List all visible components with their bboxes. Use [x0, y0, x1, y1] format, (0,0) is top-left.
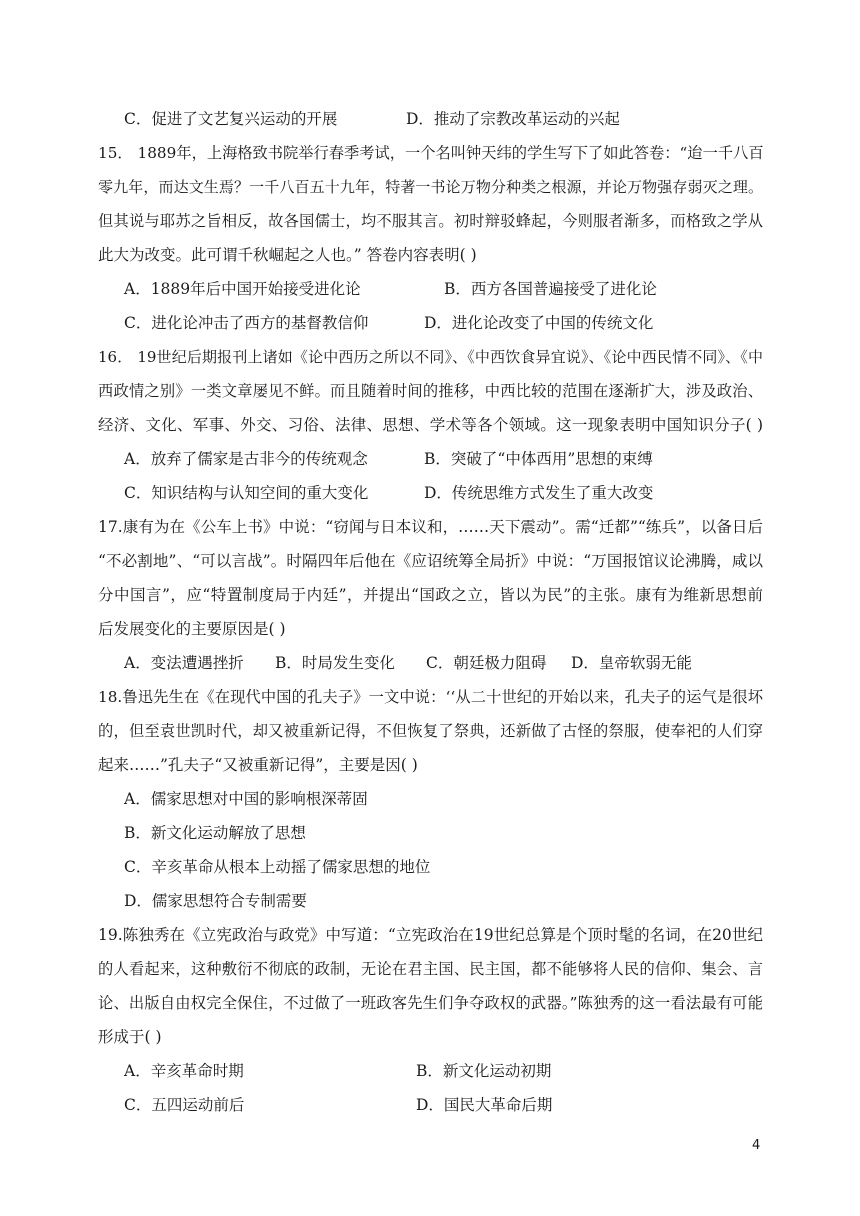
q15-option-c: C．进化论冲击了西方的基督教信仰: [124, 314, 369, 332]
q17-option-d: D．皇帝软弱无能: [571, 654, 692, 672]
q18-option-b: B．新文化运动解放了思想: [124, 824, 306, 842]
q15-stem-line-3: 但其说与耶苏之旨相反，故各国儒士，均不服其言。初时辩驳蜂起，今则服者渐多，而格致之学从: [98, 212, 763, 230]
q17-option-a: A．变法遭遇挫折: [124, 654, 244, 672]
q15-option-a: A．1889年后中国开始接受进化论: [124, 280, 361, 298]
q15-stem-line-1: 15． 1889年，上海格致书院举行春季考试，一个名叫钟天纬的学生写下了如此答卷：“迨一千八百: [98, 144, 764, 162]
q15-option-d: D．进化论改变了中国的传统文化: [424, 314, 654, 332]
q16-stem-line-2: 西政情之别》一类文章屡见不鲜。而且随着时间的推移，中西比较的范围在逐渐扩大，涉及政治、: [98, 382, 763, 400]
q17-option-b: B．时局发生变化: [275, 654, 395, 672]
q15-stem-line-4: 此大为改变。此可谓千秋崛起之人也。” 答卷内容表明( ): [98, 246, 477, 264]
q18-option-c: C．辛亥革命从根本上动摇了儒家思想的地位: [124, 858, 431, 876]
q15-option-b: B．西方各国普遍接受了进化论: [444, 280, 657, 298]
q15-stem-line-2: 零九年，而达文生焉？一千八百五十九年，特著一书论万物分种类之根源，并论万物强存弱灭之理。: [98, 178, 763, 196]
q16-option-d: D．传统思维方式发生了重大改变: [424, 484, 654, 502]
q18-option-a: A．儒家思想对中国的影响根深蒂固: [124, 790, 368, 808]
q18-stem-line-2: 的，但至袁世凯时代，却又被重新记得，不但恢复了祭典，还新做了古怪的祭服，使奉祀的人们穿: [98, 722, 763, 740]
q19-option-c: C．五四运动前后: [124, 1096, 245, 1114]
q19-stem-line-4: 形成于( ): [98, 1028, 162, 1046]
q17-stem-line-3: 分中国言”，应“特置制度局于内廷”，并提出“国政之立，皆以为民”的主张。康有为维新思想前: [98, 586, 763, 604]
q14-option-c: C．促进了文艺复兴运动的开展: [124, 110, 338, 128]
q17-option-c: C．朝廷极力阻碍: [426, 654, 547, 672]
q17-stem-line-4: 后发展变化的主要原因是( ): [98, 620, 286, 638]
q16-stem-line-3: 经济、文化、军事、外交、习俗、法律、思想、学术等各个领域。这一现象表明中国知识分子( ): [98, 416, 763, 434]
q19-option-a: A．辛亥革命时期: [124, 1062, 244, 1080]
q19-option-b: B．新文化运动初期: [416, 1062, 552, 1080]
q17-stem-line-1: 17.康有为在《公车上书》中说：“窃闻与日本议和，……天下震动”。需“迁都”“练兵”，以备日后: [98, 518, 763, 536]
q17-stem-line-2: “不必割地”、“可以言战”。时隔四年后他在《应诏统筹全局折》中说：“万国报馆议论沸腾，咸以: [98, 552, 763, 570]
q18-stem-line-3: 起来……”孔夫子“又被重新记得”，主要是因( ): [98, 756, 418, 774]
q16-option-b: B．突破了“中体西用”思想的束缚: [424, 450, 653, 468]
q19-stem-line-2: 的人看起来，这种敷衍不彻底的政制，无论在君主国、民主国，都不能够将人民的信仰、集会、言: [98, 960, 763, 978]
q18-option-d: D．儒家思想符合专制需要: [124, 892, 307, 910]
q19-option-d: D．国民大革命后期: [416, 1096, 553, 1114]
q16-stem-line-1: 16． 19世纪后期报刊上诸如《论中西历之所以不同》、《中西饮食异宜说》、《论中西民情不同》、《中: [98, 348, 763, 366]
page-number: 4: [752, 1138, 761, 1153]
q16-option-a: A．放弃了儒家是古非今的传统观念: [124, 450, 368, 468]
q14-option-d: D．推动了宗教改革运动的兴起: [406, 110, 620, 128]
q19-stem-line-1: 19.陈独秀在《立宪政治与政党》中写道：“立宪政治在19世纪总算是个顶时髦的名词，在20世纪: [98, 926, 763, 944]
q18-stem-line-1: 18.鲁迅先生在《在现代中国的孔夫子》一文中说：‘‘从二十世纪的开始以来，孔夫子的运气是很坏: [98, 688, 763, 706]
q19-stem-line-3: 论、出版自由权完全保住，不过做了一班政客先生们争夺政权的武器。”陈独秀的这一看法最有可能: [98, 994, 763, 1012]
q16-option-c: C．知识结构与认知空间的重大变化: [124, 484, 369, 502]
